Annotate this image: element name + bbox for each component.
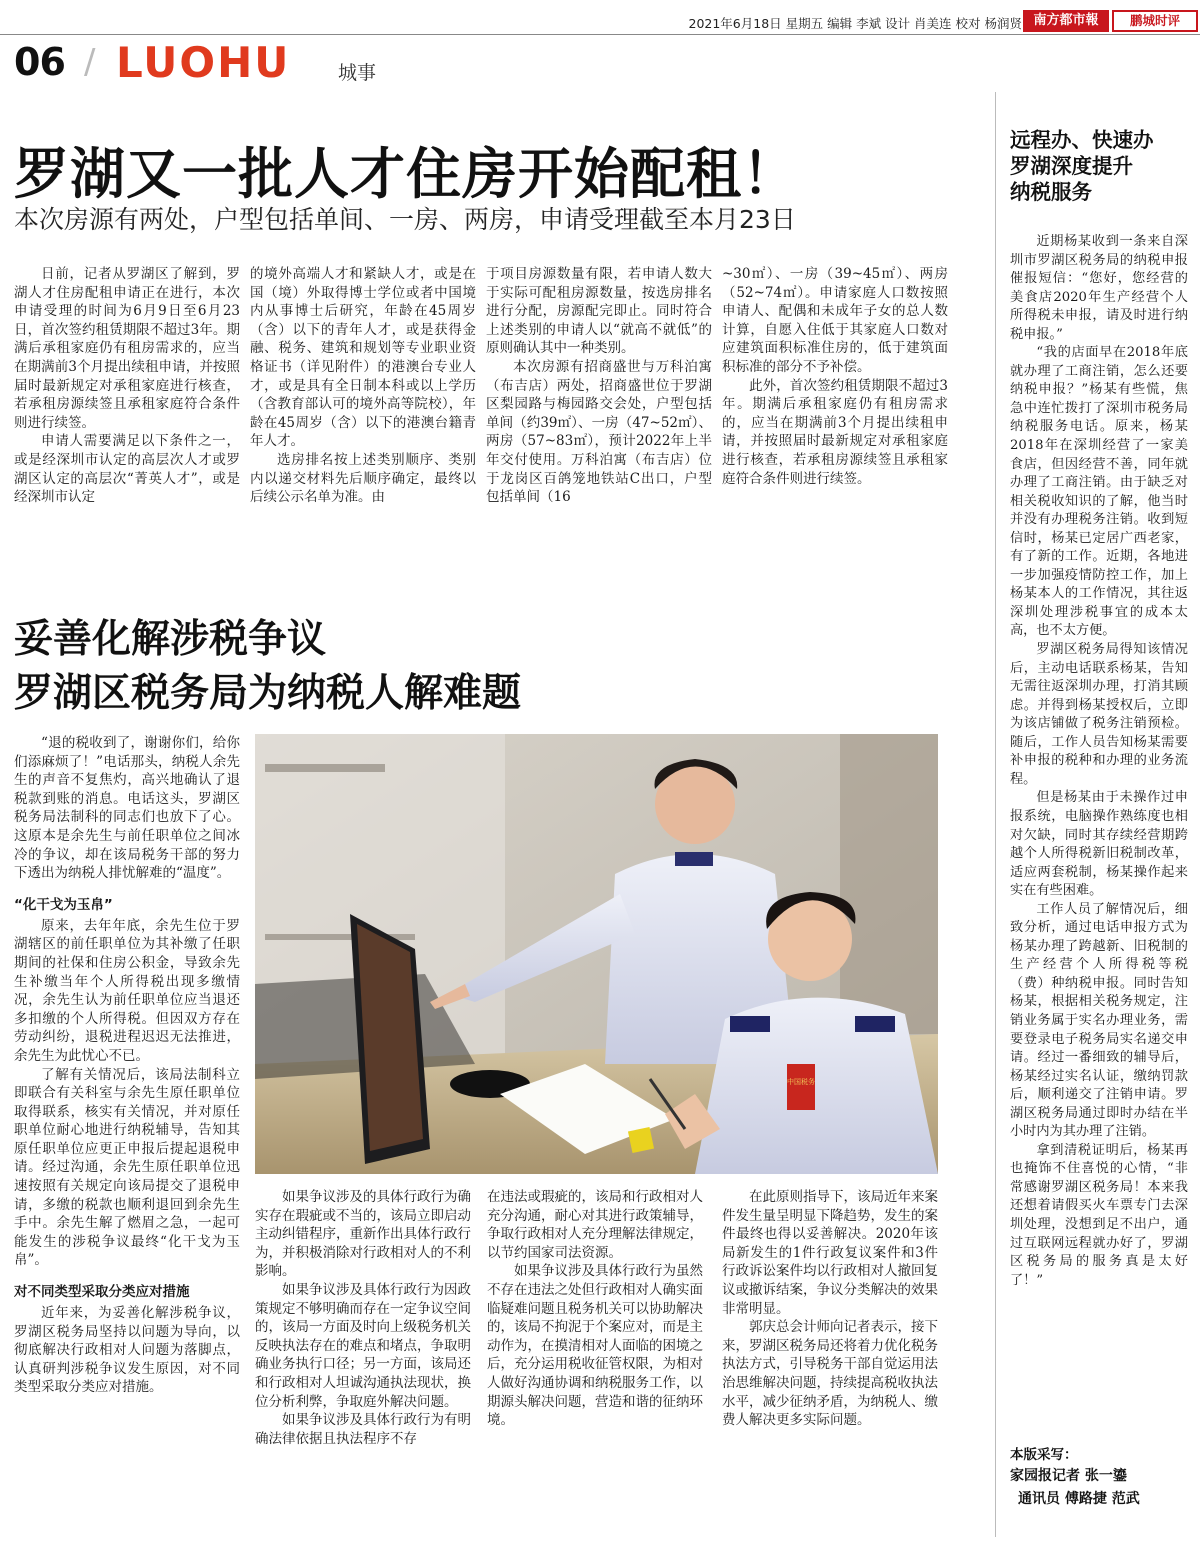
- article1-column-3: [486, 265, 712, 507]
- sidebar-headline-line: 罗湖深度提升: [1010, 154, 1133, 178]
- paragraph: 如果争议涉及具体行政行为虽然不存在违法之处但行政相对人确实面临疑难问题且税务机关可以协助解决的，该局不拘泥于个案应对，而是主动作为，在摸清相对人面临的困境之后，充分运用税收征管权限，为相对人做好沟通协调和纳税服务工作，以期源头解决问题，营造和谐的征纳环境。: [487, 1263, 703, 1429]
- credit-correspondents: 通讯员 傅路捷 范武: [1018, 1491, 1140, 1507]
- paragraph: 如果争议涉及具体行政行为因政策规定不够明确而存在一定争议空间的，该局一方面及时向上级税务机关反映执法存在的难点和堵点，争取明确业务执行口径；另一方面，该局还和行政相对人坦诚沟通执法现状，换位分析利弊，争取庭外解决问题。: [255, 1281, 471, 1410]
- paragraph: 的境外高端人才和紧缺人才，或是在国（境）外取得博士学位或者中国境内从事博士后研究，年龄在45周岁（含）以下的青年人才，或是获得金融、税务、建筑和规划等专业职业资格证书（详见附件）的港澳台专业人才，或是具有全日制本科或以上学历（含教育部认可的境外高等院校），年龄在45周岁（含）以下的港澳台籍青年人才。: [250, 266, 476, 450]
- paragraph: 于项目房源数量有限，若申请人数大于实际可配租房源数量，按选房排名进行分配，房源配完即止。同时符合上述类别的申请人以“就高不就低”的原则确认其中一种类别。: [486, 266, 712, 357]
- page-slash: /: [84, 42, 96, 82]
- paragraph: 如果争议涉及的具体行政行为确实存在瑕疵或不当的，该局立即启动主动纠错程序，重新作出具体行政行为，并积极消除对行政相对人的不利影响。: [255, 1189, 471, 1280]
- paragraph: 近期杨某收到一条来自深圳市罗湖区税务局的纳税申报催报短信：“您好，您经营的美食店2020年生产经营个人所得税未申报，请及时进行纳税申报。”: [1010, 234, 1188, 342]
- paragraph: 本次房源有招商盛世与万科泊寓（布吉店）两处，招商盛世位于罗湖区梨园路与梅园路交会处，户型包括单间（约39㎡）、一房（47~52㎡）、两房（57~83㎡），预计2022年上半年交付使用。万科泊寓（布吉店）位于龙岗区百鸽笼地铁站C出口，户型包括单间（16: [486, 358, 712, 506]
- section-tag: 城事: [338, 62, 377, 84]
- paragraph: 在此原则指导下，该局近年来案件发生量呈明显下降趋势，发生的案件最终也得以妥善解决。2020年该局新发生的1件行政复议案件和3件行政诉讼案件均以行政相对人撤回复议或撤诉结案，争议分类解决的效果非常明显。: [722, 1189, 938, 1317]
- section-name: LUOHU: [116, 38, 291, 87]
- article1-column-1: [14, 265, 240, 507]
- credit-label: 本版采写：: [1010, 1447, 1078, 1463]
- sidebar-divider: [995, 92, 996, 1537]
- article1-headline: 罗湖又一批人才住房开始配租！: [14, 142, 799, 206]
- paragraph: 此外，首次签约租赁期限不超过3年。期满后承租家庭仍有租房需求的，应当在期满前3个月提出续租申请，并按照届时最新规定对承租家庭进行核查，若承租房源续签且承租家庭符合条件则进行续签。: [722, 377, 948, 487]
- article2-column-1: [14, 734, 240, 1397]
- article2-headline-line1: 妥善化解涉税争议: [14, 617, 327, 662]
- article1-column-2: [250, 265, 476, 507]
- sidebar-body: [1010, 233, 1188, 1290]
- header-rule: [0, 34, 1200, 35]
- article2-column-4: [722, 1188, 938, 1430]
- paragraph: 郭庆总会计师向记者表示，接下来，罗湖区税务局还将着力优化税务执法方式，引导税务干部自觉运用法治思维解决问题，持续提高税收执法水平，减少征纳矛盾，为纳税人、缴费人解决更多实际问题。: [722, 1319, 938, 1429]
- paragraph: 在违法或瑕疵的，该局和行政相对人充分沟通，耐心对其进行政策辅导，争取行政相对人充分理解法律规定，以节约国家司法资源。: [487, 1189, 703, 1261]
- paragraph: 了解有关情况后，该局法制科立即联合有关科室与余先生原任职单位取得联系，核实有关情况，并对原任职单位耐心地进行纳税辅导，告知其原任职单位应更正申报后提起退税申请。经过沟通，余先生原任职单位迅速按照有关规定向该局提交了退税申请，多缴的税款也顺利退回到余先生手中。余先生解了燃眉之急，一起可能发生的涉税争议最终“化干戈为玉帛”。: [14, 1066, 240, 1269]
- paragraph: 拿到清税证明后，杨某再也掩饰不住喜悦的心情，“非常感谢罗湖区税务局！本来我还想着请假买火车票专门去深圳处理，没想到足不出户，通过互联网远程就办好了，罗湖区税务局的服务真是太好了！”: [1010, 1142, 1188, 1288]
- epaulette-label: 中国税务: [787, 1078, 815, 1086]
- sidebar-headline-line: 纳税服务: [1010, 180, 1092, 204]
- article2-column-3: [487, 1188, 703, 1430]
- paragraph: 近年来，为妥善化解涉税争议，罗湖区税务局坚持以问题为导向，以彻底解决行政相对人问题为落脚点，认真研判涉税争议发生原因，对不同类型采取分类应对措施。: [14, 1305, 240, 1396]
- paragraph: 罗湖区税务局得知该情况后，主动电话联系杨某，告知无需往返深圳办理，打消其顾虑。并得到杨某授权后，立即为该店铺做了税务注销预检。随后，工作人员告知杨某需要补申报的税种和办理的业务流程。: [1010, 642, 1188, 787]
- paragraph: 选房排名按上述类别顺序、类别内以递交材料先后顺序确定，最终以后续公示名单为准。由: [250, 451, 476, 506]
- subhead: 对不同类型采取分类应对措施: [14, 1284, 190, 1301]
- paragraph: 但是杨某由于未操作过申报系统，电脑操作熟练度也相对欠缺，同时其存续经营期跨越个人所得税新旧税制改革，适应两套税制，杨某操作起来实在有些困难。: [1010, 790, 1188, 899]
- paragraph: 申请人需要满足以下条件之一，或是经深圳市认定的高层次人才或罗湖区认定的高层次“菁英人才”，或是经深圳市认定: [14, 433, 240, 506]
- article1-column-4: [722, 265, 948, 488]
- photo-illustration: [255, 734, 938, 1174]
- article2-column-2: [255, 1188, 471, 1448]
- credit-reporter: 家园报记者 张一鎏: [1010, 1468, 1127, 1484]
- supplement-logo: 鹏城时评: [1112, 10, 1198, 32]
- article1-subtitle: 本次房源有两处，户型包括单间、一房、两房，申请受理截至本月23日: [14, 205, 796, 234]
- subhead: “化干戈为玉帛”: [14, 896, 113, 913]
- newspaper-logo: 南方都市報: [1023, 10, 1109, 32]
- news-photo: [255, 734, 938, 1174]
- paragraph: ~30㎡）、一房（39~45㎡）、两房（52~74㎡）。申请家庭人口数按照申请人、配偶和未成年子女的总人数计算，自愿入住低于其家庭人口数对应建筑面积标准住房的，低于建筑面积标准的部分不予补偿。: [722, 266, 948, 375]
- paragraph: 如果争议涉及具体行政行为有明确法律依据且执法程序不存: [255, 1412, 471, 1447]
- paragraph: 日前，记者从罗湖区了解到，罗湖人才住房配租申请正在进行，本次申请受理的时间为6月9日至6月23日，首次签约租赁期限不超过3年。期满后承租家庭仍有租房需求的，应当在期满前3个月提出续租申请，并按照届时最新规定对承租家庭进行核查，若承租房源续签且承租家庭符合条件则进行续签。: [14, 266, 240, 431]
- paragraph: 工作人员了解情况后，细致分析，通过电话申报方式为杨某办理了跨越新、旧税制的生产经营个人所得税等税（费）种纳税申报。同时告知杨某，根据相关税务规定，注销业务属于实名办理业务，需要登录电子税务局实名递交申请。经过一番细致的辅导后，杨某经过实名认证，缴纳罚款后，顺利递交了注销申请。罗湖区税务局通过即时办结在半小时内为其办理了注销。: [1010, 901, 1188, 1140]
- paragraph: “我的店面早在2018年底就办理了工商注销，怎么还要纳税申报？”杨某有些慌，焦急中连忙拨打了深圳市税务局纳税服务电话。原来，杨某2018年在深圳经营了一家美食店，但因经营不善，同年就办理了工商注销。由于缺乏对相关税收知识的了解，他当时并没有办理税务注销。收到短信时，杨某已定居广西老家，有了新的工作。近期，各地进一步加强疫情防控工作，加上杨某本人的工作情况，其往返深圳处理涉税事宜的成本太高，也不太方便。: [1010, 345, 1188, 639]
- page-number: 06: [14, 40, 65, 84]
- sidebar-headline: [1010, 127, 1190, 205]
- paragraph: 原来，去年年底，余先生位于罗湖辖区的前任职单位为其补缴了任职期间的社保和住房公积金，导致余先生补缴当年个人所得税出现多缴情况，余先生认为前任职单位应当退还多扣缴的个人所得税。但因双方存在劳动纠纷，退税进程迟迟无法推进，余先生为此忧心不已。: [14, 917, 240, 1064]
- sidebar-headline-line: 远程办、快速办: [1010, 128, 1154, 152]
- issue-meta: 2021年6月18日 星期五 编辑 李斌 设计 肖美连 校对 杨润贤: [688, 16, 1022, 31]
- paragraph: “退的税收到了，谢谢你们，给你们添麻烦了！”电话那头，纳税人余先生的声音不复焦灼，高兴地确认了退税款到账的消息。电话这头，罗湖区税务局法制科的同志们也放下了心。这原本是余先生与前任职单位之间冰冷的争议，却在该局税务干部的努力下透出为纳税人排忧解难的“温度”。: [14, 735, 240, 882]
- article2-headline-line2: 罗湖区税务局为纳税人解难题: [14, 671, 522, 716]
